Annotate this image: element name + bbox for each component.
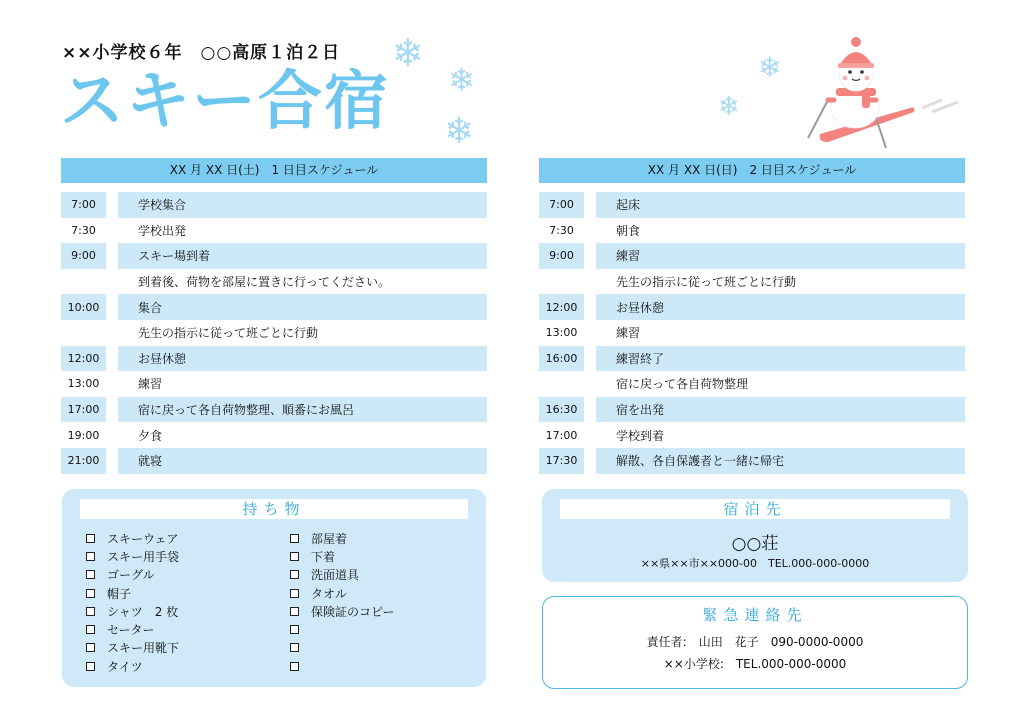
checklist-label: 下着 xyxy=(311,549,336,564)
checklist-item xyxy=(290,529,395,547)
schedule-row xyxy=(539,422,965,448)
schedule-row xyxy=(539,243,965,269)
schedule-row xyxy=(61,269,487,295)
checkbox[interactable] xyxy=(86,570,95,579)
items-column-2 xyxy=(290,529,395,675)
day2-schedule-heading: XX 月 XX 日(日) 2 日目スケジュール xyxy=(539,158,965,183)
schedule-text: お昼休憩 xyxy=(118,346,487,372)
checkbox[interactable] xyxy=(290,589,299,598)
emergency-line-2: ××小学校: TEL.000-000-0000 xyxy=(663,657,847,671)
checklist-label: 洗面道具 xyxy=(311,568,360,583)
schedule-text: 到着後、荷物を部屋に置きに行ってください。 xyxy=(138,275,391,290)
schedule-time: 7:00 xyxy=(539,192,584,218)
schedule-time: 17:00 xyxy=(545,428,578,442)
schedule-text: 朝食 xyxy=(616,223,641,238)
snowflake-icon: ❄ xyxy=(758,51,782,84)
checklist-item xyxy=(290,657,395,675)
schedule-row xyxy=(539,192,965,218)
schedule-text: 練習 xyxy=(616,326,641,341)
checkbox[interactable] xyxy=(86,625,95,634)
emergency-line-1: 責任者: 山田 花子 090-0000-0000 xyxy=(646,635,864,649)
checkbox[interactable] xyxy=(86,552,95,561)
schedule-text: スキー場到着 xyxy=(118,243,487,269)
schedule-row xyxy=(61,371,487,397)
checkbox[interactable] xyxy=(290,552,299,561)
items-box xyxy=(62,489,486,687)
schedule-row xyxy=(539,371,965,397)
checklist-item xyxy=(290,602,395,620)
schedule-text: 就寝 xyxy=(118,448,487,474)
schedule-text: 先生の指示に従って班ごとに行動 xyxy=(616,275,797,290)
schedule-time: 13:00 xyxy=(545,326,578,340)
schedule-time: 7:30 xyxy=(549,223,574,237)
schedule-time: 17:00 xyxy=(61,397,106,423)
schedule-text: 学校集合 xyxy=(118,192,487,218)
schedule-text: 宿を出発 xyxy=(596,397,965,423)
checklist-label: ゴーグル xyxy=(107,568,155,583)
schedule-text: 集合 xyxy=(118,294,487,320)
day1-schedule-heading: XX 月 XX 日(土) 1 日目スケジュール xyxy=(61,158,487,183)
schedule-row xyxy=(61,448,487,474)
checkbox[interactable] xyxy=(86,662,95,671)
checklist-label: スキー用靴下 xyxy=(107,641,180,656)
day2-schedule xyxy=(539,158,965,474)
schedule-text: 解散、各自保護者と一緒に帰宅 xyxy=(596,448,965,474)
schedule-text: お昼休憩 xyxy=(596,294,965,320)
schedule-text: 先生の指示に従って班ごとに行動 xyxy=(138,326,319,341)
checkbox[interactable] xyxy=(86,643,95,652)
emergency-title: 緊急連絡先 xyxy=(561,605,949,625)
items-column-1 xyxy=(86,529,179,675)
checklist-label: スキー用手袋 xyxy=(107,549,180,564)
schedule-row xyxy=(61,320,487,346)
checklist-item xyxy=(86,602,179,620)
schedule-text: 起床 xyxy=(596,192,965,218)
schedule-text: 練習 xyxy=(138,377,163,392)
schedule-text: 宿に戻って各自荷物整理、順番にお風呂 xyxy=(118,397,487,423)
checklist-item xyxy=(86,657,179,675)
checkbox[interactable] xyxy=(290,643,299,652)
checkbox[interactable] xyxy=(86,607,95,616)
checkbox[interactable] xyxy=(290,570,299,579)
lodging-box xyxy=(542,489,968,582)
checklist-label: シャツ 2 枚 xyxy=(107,604,179,619)
page-title: スキー合宿 xyxy=(60,65,390,139)
snowflake-icon: ❄ xyxy=(444,111,475,152)
items-title: 持ち物 xyxy=(80,499,468,519)
snowflake-icon: ❄ xyxy=(718,92,740,122)
checklist-item xyxy=(86,584,179,602)
checklist-item xyxy=(290,566,395,584)
schedule-row xyxy=(61,422,487,448)
schedule-time: 21:00 xyxy=(61,448,106,474)
schedule-text: 夕食 xyxy=(138,428,163,443)
schedule-row xyxy=(539,269,965,295)
schedule-time: 9:00 xyxy=(539,243,584,269)
checklist-label: 部屋着 xyxy=(311,531,348,546)
schedule-time: 13:00 xyxy=(67,377,100,391)
schedule-time: 19:00 xyxy=(67,428,100,442)
schedule-row xyxy=(61,192,487,218)
checklist-label: 帽子 xyxy=(107,586,132,601)
schedule-time: 7:30 xyxy=(71,223,96,237)
schedule-row xyxy=(539,346,965,372)
day1-schedule xyxy=(61,158,487,474)
checklist-item xyxy=(86,639,179,657)
checklist-item xyxy=(86,547,179,565)
checkbox[interactable] xyxy=(86,534,95,543)
checklist-item xyxy=(86,620,179,638)
schedule-time: 10:00 xyxy=(61,294,106,320)
lodging-address: ××県××市××000-00 TEL.000-000-0000 xyxy=(640,557,870,570)
checklist-label: スキーウェア xyxy=(107,531,179,546)
checklist-label: セーター xyxy=(107,623,155,638)
checklist-item xyxy=(290,584,395,602)
schedule-time: 16:00 xyxy=(539,346,584,372)
snowflake-icon: ❄ xyxy=(448,61,475,99)
checklist-item xyxy=(290,547,395,565)
emergency-contact-box xyxy=(542,596,968,689)
lodging-title: 宿泊先 xyxy=(560,499,950,519)
schedule-text: 練習終了 xyxy=(596,346,965,372)
schedule-row xyxy=(61,243,487,269)
checkbox[interactable] xyxy=(290,607,299,616)
schedule-text: 練習 xyxy=(596,243,965,269)
checkbox[interactable] xyxy=(290,662,299,671)
schedule-row xyxy=(61,346,487,372)
checklist-item xyxy=(86,529,179,547)
subtitle: ××小学校６年 ○○高原１泊２日 xyxy=(62,43,341,63)
schedule-row xyxy=(539,320,965,346)
lodging-name: ○○荘 xyxy=(731,534,779,554)
checkbox[interactable] xyxy=(290,534,299,543)
schedule-time: 7:00 xyxy=(61,192,106,218)
schedule-text: 宿に戻って各自荷物整理 xyxy=(616,377,749,392)
schedule-time: 9:00 xyxy=(61,243,106,269)
schedule-row xyxy=(61,218,487,244)
schedule-time: 12:00 xyxy=(61,346,106,372)
checklist-item xyxy=(86,566,179,584)
schedule-row xyxy=(61,294,487,320)
schedule-row xyxy=(539,218,965,244)
checklist-item xyxy=(290,639,395,657)
schedule-time: 12:00 xyxy=(539,294,584,320)
checkbox[interactable] xyxy=(86,589,95,598)
snowflake-icon: ❄ xyxy=(392,31,424,75)
schedule-time: 16:30 xyxy=(539,397,584,423)
schedule-time: 17:30 xyxy=(539,448,584,474)
checklist-label: タイツ xyxy=(107,659,143,674)
schedule-row xyxy=(539,397,965,423)
checklist-label: 保険証のコピー xyxy=(311,604,395,619)
schedule-row xyxy=(539,448,965,474)
checklist-item xyxy=(290,620,395,638)
checkbox[interactable] xyxy=(290,625,299,634)
checklist-label: タオル xyxy=(311,586,348,601)
schedule-text: 学校到着 xyxy=(616,428,665,443)
snowman-skier-illustration xyxy=(800,30,970,155)
schedule-row xyxy=(539,294,965,320)
schedule-text: 学校出発 xyxy=(138,223,187,238)
schedule-row xyxy=(61,397,487,423)
